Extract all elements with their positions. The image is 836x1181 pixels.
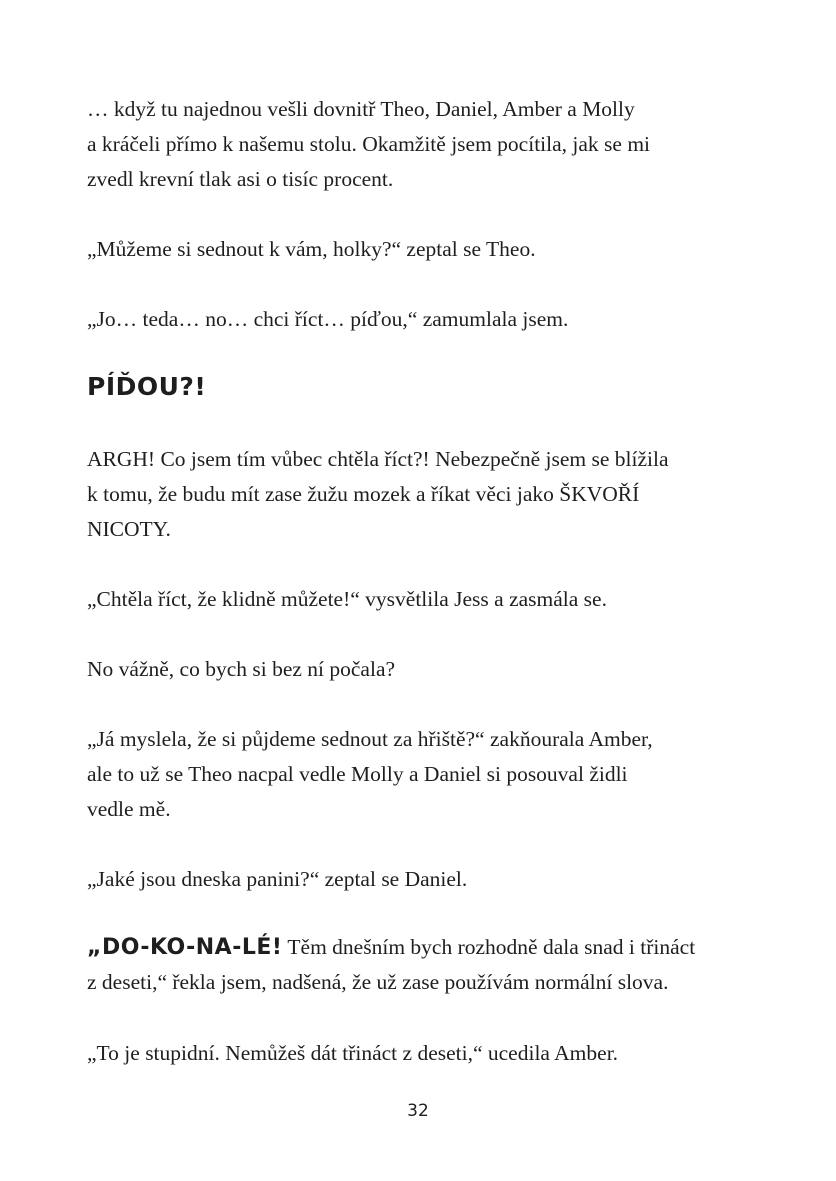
paragraph-5	[87, 582, 727, 617]
paragraph-6	[87, 652, 727, 687]
text-line: k tomu, že budu mít zase žužu mozek a říkat věci jako ŠKVOŘÍ	[87, 482, 640, 506]
paragraph-2	[87, 232, 727, 267]
text-line: No vážně, co bych si bez ní počala?	[87, 657, 396, 681]
text-line: ale to už se Theo nacpal vedle Molly a Daniel si posouval židli	[87, 762, 628, 786]
text-line: z deseti,“ řekla jsem, nadšená, že už zase používám normální slova.	[87, 970, 669, 994]
text-line: a kráčeli přímo k našemu stolu. Okamžitě jsem pocítila, jak se mi	[87, 132, 651, 156]
text-line: zvedl krevní tlak asi o tisíc procent.	[87, 167, 394, 191]
paragraph-3	[87, 302, 727, 337]
text-line: … když tu najednou vešli dovnitř Theo, Daniel, Amber a Molly	[87, 97, 635, 121]
text-line	[87, 930, 727, 965]
text-line: vedle mě.	[87, 797, 171, 821]
text-line: „Jo… teda… no… chci říct… píďou,“ zamumlala jsem.	[87, 307, 569, 331]
page-number: 32	[407, 1101, 429, 1121]
text-line: „To je stupidní. Nemůžeš dát třináct z deseti,“ ucedila Amber.	[87, 1041, 619, 1065]
text-fragment: Těm dnešním bych rozhodně dala snad i třináct	[282, 935, 696, 959]
shout-text: „DO-KO-NA-LÉ!	[87, 935, 283, 960]
paragraph-7	[87, 722, 727, 827]
text-line: „Chtěla říct, že klidně můžete!“ vysvětlila Jess a zasmála se.	[87, 587, 607, 611]
text-line: ARGH! Co jsem tím vůbec chtěla říct?! Nebezpečně jsem se blížila	[87, 447, 669, 471]
paragraph-8	[87, 862, 727, 897]
text-line: „Jaké jsou dneska panini?“ zeptal se Daniel.	[87, 867, 468, 891]
shout-heading: PÍĎOU?!	[87, 372, 207, 401]
text-line: „Můžeme si sednout k vám, holky?“ zeptal se Theo.	[87, 237, 536, 261]
text-line: „Já myslela, že si půjdeme sednout za hřiště?“ zakňourala Amber,	[87, 727, 653, 751]
paragraph-9	[87, 930, 727, 1000]
paragraph-4	[87, 442, 727, 547]
paragraph-10	[87, 1036, 727, 1071]
text-line: NICOTY.	[87, 517, 171, 541]
paragraph-1	[87, 92, 727, 197]
